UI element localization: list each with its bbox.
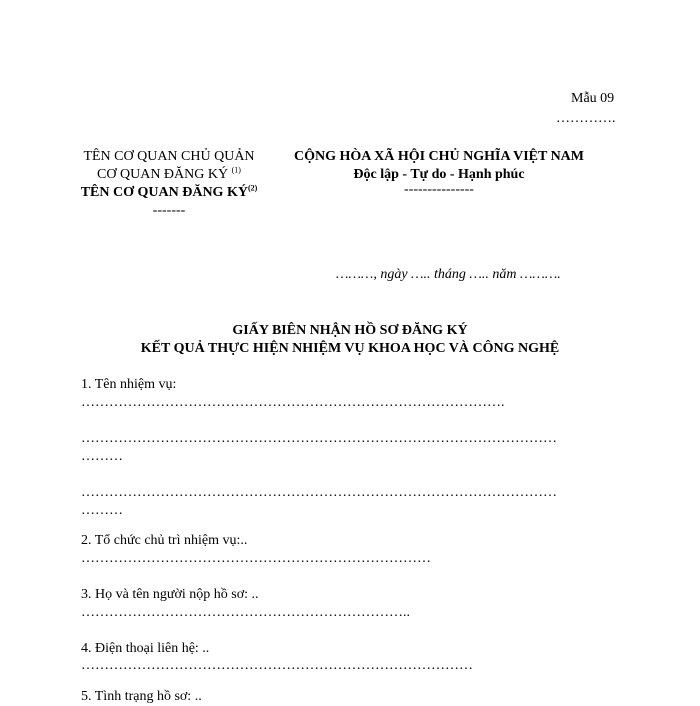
country-name: CỘNG HÒA XÃ HỘI CHỦ NGHĨA VIỆT NAM: [293, 149, 584, 164]
host-organization-label: 2. Tổ chức chủ trì nhiệm vụ:..: [81, 533, 248, 548]
contact-phone-line: …………………………………………………………………………: [81, 658, 473, 673]
contact-phone-label: 4. Điện thoại liên hệ: ..: [81, 641, 210, 656]
motto-divider: ---------------: [404, 182, 474, 197]
task-name-label: 1. Tên nhiệm vụ:: [81, 377, 177, 392]
agency-header: [80, 148, 258, 220]
registering-agency-name: TÊN CƠ QUAN ĐĂNG KÝ$^{(2)}$: [80, 183, 258, 200]
submitter-name-line: ……………………………………………………………..: [81, 605, 410, 620]
task-name-line-1: ……………………………………………………………………………….: [81, 395, 505, 410]
submitter-name-label: 3. Họ và tên người nộp hồ sơ: ..: [81, 587, 259, 602]
registering-agency-line: CƠ QUAN ĐĂNG KÝ $^{(1)}$: [97, 165, 241, 182]
national-motto: Độc lập - Tự do - Hạnh phúc: [353, 167, 525, 182]
form-code: Mẫu 09: [571, 91, 615, 106]
parent-agency-name: TÊN CƠ QUAN CHỦ QUẢN: [83, 149, 255, 164]
document-title: GIẤY BIÊN NHẬN HỒ SƠ ĐĂNG KÝ: [232, 323, 468, 338]
task-name-line-3-cont: ………: [81, 503, 123, 518]
agency-divider: -------: [152, 203, 186, 218]
document-subtitle: KẾT QUẢ THỰC HIỆN NHIỆM VỤ KHOA HỌC VÀ CÔNG NGHỆ: [140, 341, 560, 356]
task-name-line-2-cont: ………: [81, 449, 123, 464]
national-header: [258, 148, 620, 196]
form-code-dots: ………….: [556, 111, 616, 126]
dossier-status-label: 5. Tình trạng hồ sơ: ..: [81, 689, 202, 704]
task-name-line-2: …………………………………………………………………………………………: [81, 431, 557, 446]
date-line: ………, ngày ….. tháng ….. năm ……….: [336, 267, 561, 282]
host-organization-line: …………………………………………………………………: [81, 551, 431, 566]
task-name-line-3: …………………………………………………………………………………………: [81, 485, 557, 500]
